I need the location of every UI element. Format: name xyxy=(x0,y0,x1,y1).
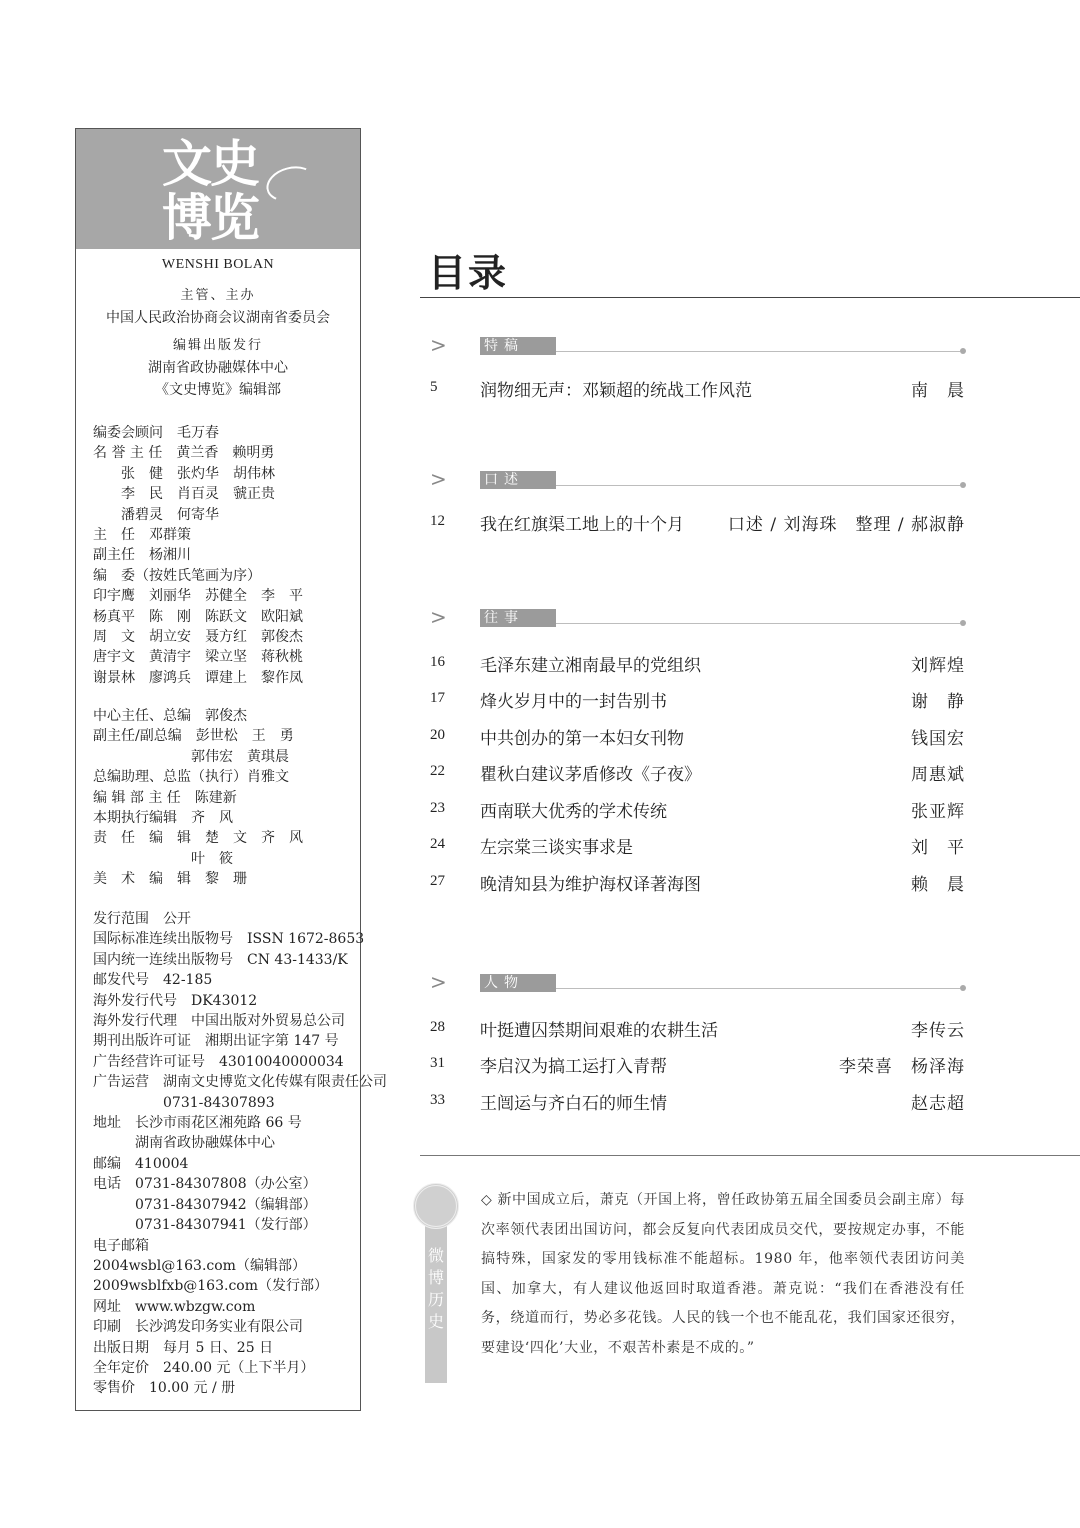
article-author: 周惠斌 xyxy=(911,765,965,785)
page-number: 33 xyxy=(430,1092,445,1108)
page-number: 5 xyxy=(430,379,438,395)
toc-entry[interactable] xyxy=(430,797,965,821)
page-number: 23 xyxy=(430,800,445,816)
publisher-1: 湖南省政协融媒体中心 xyxy=(148,360,288,376)
chevron-right-icon: > xyxy=(430,605,447,629)
chevron-right-icon: > xyxy=(430,333,447,357)
sponsor: 中国人民政治协商会议湖南省委员会 xyxy=(106,310,330,326)
article-author: 刘 平 xyxy=(911,838,965,858)
article-title: 润物细无声：邓颖超的统战工作风范 xyxy=(480,381,752,401)
page-number: 31 xyxy=(430,1055,445,1071)
toc-entry[interactable] xyxy=(430,651,965,675)
note-divider xyxy=(420,1155,1080,1156)
title-divider xyxy=(420,297,1080,298)
article-title: 左宗棠三谈实事求是 xyxy=(480,838,633,858)
page-number: 22 xyxy=(430,763,445,779)
micro-history-text: ◇ 新中国成立后，萧克（开国上将，曾任政协第五届全国委员会副主席）每次率领代表团出国访问，都会反复向代表团成员交代，要按规定办事，不能搞特殊，国家发的零用钱标准不能超标。1980 年，他率领代表团访问美国、加拿大，有人建议他返回时取道香港。萧克说：“我们在香港没有任务，绕道而行，势必多花钱。人民的钱一个也不能乱花，我们国家还很穷，要建设‘四化’大业，不艰苦朴素是不成的。” xyxy=(481,1192,965,1356)
article-title: 烽火岁月中的一封告别书 xyxy=(480,692,667,712)
article-title: 西南联大优秀的学术传统 xyxy=(480,802,667,822)
dot-icon xyxy=(960,348,966,354)
badge-text: 微博历史 xyxy=(427,1246,444,1331)
toc-entry[interactable] xyxy=(430,1089,965,1113)
editorial-board: 编委会顾问 毛万春 名 誉 主 任 黄兰香 赖明勇 张 健 张灼华 胡伟林 李 民 肖百灵 虢正贵 潘碧灵 何寄华 主 任 邓群策 副主任 杨湘川 编 委（按姓氏笔画为序） 印宇鹰 刘丽华 苏健全 李 平 杨真平 陈 刚 陈跃文 欧阳斌 周 文 胡立安 聂方红 郭俊杰 唐宇文 黄清宇 梁立坚 蒋秋桃 谢景林 廖鸿兵 谭建上 黎作凤 xyxy=(93,425,303,686)
section-label: 往事 xyxy=(480,609,556,627)
logo-line-1: 文史 xyxy=(162,134,258,193)
article-author: 钱国宏 xyxy=(911,729,965,749)
chevron-right-icon: > xyxy=(430,467,447,491)
toc-entry[interactable] xyxy=(430,1052,965,1076)
dot-icon xyxy=(960,482,966,488)
article-author: 刘辉煌 xyxy=(911,656,965,676)
toc-entry[interactable] xyxy=(430,724,965,748)
page-number: 28 xyxy=(430,1019,445,1035)
logo-line-2: 博览 xyxy=(162,188,258,247)
editorial-staff: 中心主任、总编 郭俊杰 副主任/副总编 彭世松 王 勇 郭伟宏 黄琪晨 总编助理、总监（执行）肖雅文 编 辑 部 主 任 陈建新 本期执行编辑 齐 风 责 任 编 辑 楚 文 齐 风 叶 筱 美 术 编 辑 黎 珊 xyxy=(93,708,303,888)
publication-info: 发行范围 公开 国际标准连续出版物号 ISSN 1672-8653 国内统一连续出版物号 CN 43-1433/K 邮发代号 42-185 海外发行代号 DK43012 海外发行代理 中国出版对外贸易总公司 期刊出版许可证 湘期出证字第 147 号 广告经营许可证号 43010040000034 广告运营 湖南文史博览文化传媒有限责任公司 0731-84307893 地址 长沙市雨花区湘苑路 66 号 湖南省政协融媒体中心 邮编 410004 电话 0731-84307808（办公室） 0731-84307942（编辑部） 0731-84307941（发行部） 电子邮箱 2004wsbl@163.com（编辑部） 2009wsblfxb@163.com（发行部） 网址 www.wbzgw.com 印刷 长沙鸿发印务实业有限公司 出版日期 每月 5 日、25 日 全年定价 240.00 元（上下半月） 零售价 10.00 元 / 册 xyxy=(93,911,387,1397)
toc-entry[interactable] xyxy=(430,510,965,534)
article-title: 中共创办的第一本妇女刊物 xyxy=(480,729,684,749)
magazine-logo xyxy=(76,129,360,249)
toc-entry[interactable] xyxy=(430,1016,965,1040)
dot-icon xyxy=(960,985,966,991)
section-label: 口述 xyxy=(480,471,556,489)
toc-entry[interactable] xyxy=(430,376,965,400)
article-author: 南 晨 xyxy=(911,381,965,401)
section-label: 人物 xyxy=(480,974,556,992)
masthead-box xyxy=(75,128,387,1411)
article-title: 我在红旗渠工地上的十个月 xyxy=(480,515,684,535)
article-title: 晚清知县为维护海权译著海图 xyxy=(480,875,701,895)
chevron-right-icon: > xyxy=(430,970,447,994)
article-title: 毛泽东建立湘南最早的党组织 xyxy=(480,656,701,676)
toc-entry[interactable] xyxy=(430,870,965,894)
article-author: 口述 / 刘海珠 整理 / 郝淑静 xyxy=(727,515,965,535)
page-number: 24 xyxy=(430,836,445,852)
article-title: 瞿秋白建议茅盾修改《子夜》 xyxy=(480,765,701,785)
publisher-2: 《文史博览》编辑部 xyxy=(155,382,281,398)
page-number: 16 xyxy=(430,654,445,670)
article-author: 赵志超 xyxy=(911,1094,965,1114)
toc-title: 目录 xyxy=(428,250,509,295)
article-title: 叶挺遭囚禁期间艰难的农耕生活 xyxy=(480,1021,718,1041)
page-number: 17 xyxy=(430,690,445,706)
section-header xyxy=(430,605,966,631)
section-label: 特稿 xyxy=(480,337,556,355)
toc-entry[interactable] xyxy=(430,833,965,857)
section-header xyxy=(430,333,966,359)
dot-icon xyxy=(960,620,966,626)
section-header xyxy=(430,467,966,493)
micro-history-badge xyxy=(413,1183,463,1383)
toc-entry[interactable] xyxy=(430,687,965,711)
article-author: 李荣喜 杨泽海 xyxy=(839,1057,965,1077)
page-number: 27 xyxy=(430,873,445,889)
article-title: 王闿运与齐白石的师生情 xyxy=(480,1094,667,1114)
article-author: 李传云 xyxy=(911,1021,965,1041)
page-number: 12 xyxy=(430,513,445,529)
logo-swirl-icon xyxy=(262,161,319,207)
toc-entry[interactable] xyxy=(430,760,965,784)
sponsor-label: 主管、主办 xyxy=(180,288,256,303)
page-number: 20 xyxy=(430,727,445,743)
article-author: 谢 静 xyxy=(911,692,965,712)
section-header xyxy=(430,970,966,996)
english-name: WENSHI BOLAN xyxy=(161,257,275,272)
publisher-label: 编辑出版发行 xyxy=(172,338,263,353)
article-title: 李启汉为搞工运打入青帮 xyxy=(480,1057,667,1077)
article-author: 赖 晨 xyxy=(911,875,965,895)
article-author: 张亚辉 xyxy=(911,802,965,822)
cloud-emblem-icon xyxy=(413,1183,459,1229)
